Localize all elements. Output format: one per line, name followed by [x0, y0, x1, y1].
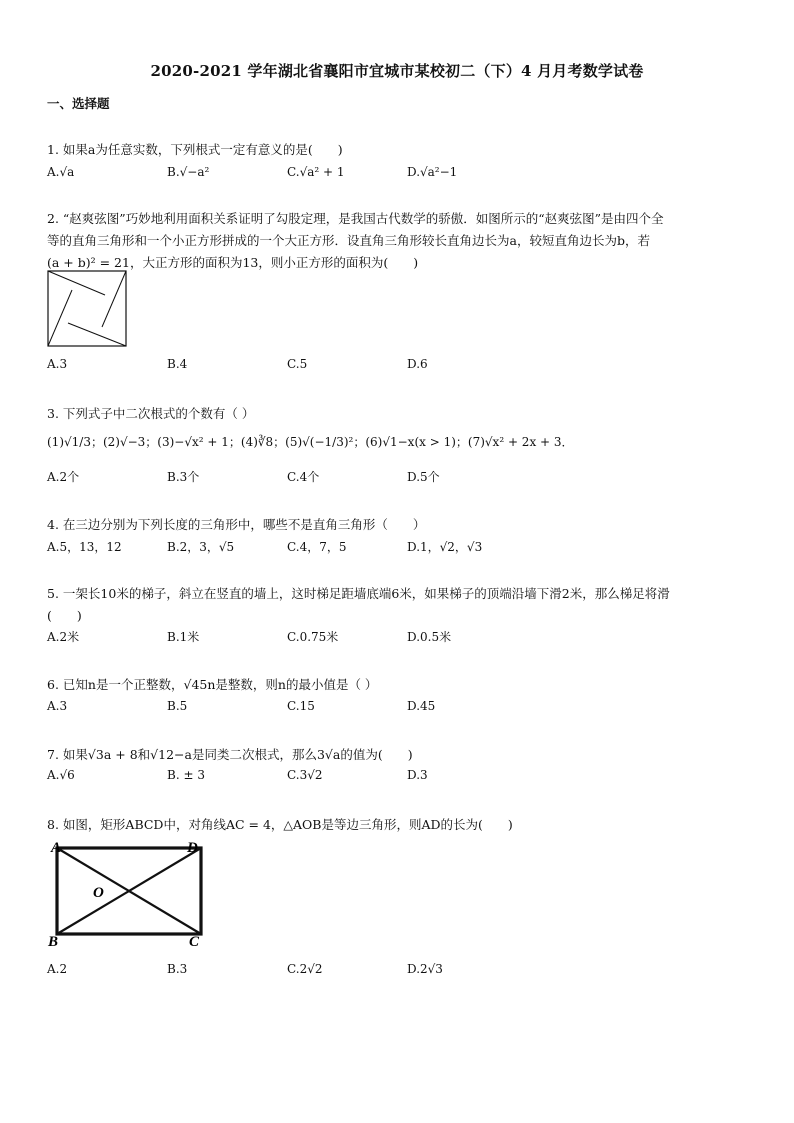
vertex-label-a: A: [51, 840, 62, 856]
question-3-expressions: (1)√1/3；(2)√−3；(3)−√x² + 1；(4)∛8；(5)√(−1/3)²；(6)√1−x(x > 1)；(7)√x² + 2x + 3．: [47, 435, 574, 449]
q8-option-b: B.3: [167, 962, 188, 976]
q3-option-b: B.3个: [167, 470, 200, 484]
q3-option-c: C.4个: [287, 470, 320, 484]
q7-option-b: B. ± 3: [167, 768, 205, 782]
q3-option-d: D.5个: [407, 470, 440, 484]
question-5-stem-line-1: 5. 一架长10米的梯子，斜立在竖直的墙上，这时梯足距墙底端6米，如果梯子的顶端沿墙下滑2米，那么梯足将滑: [47, 586, 670, 601]
question-3-stem-line-1: 3. 下列式子中二次根式的个数有（ ）: [47, 406, 255, 421]
q4-option-d: D.1，√2，√3: [407, 540, 483, 554]
q6-option-c: C.15: [287, 699, 315, 713]
page-title: 2020-2021 学年湖北省襄阳市宜城市某校初二（下）4 月月考数学试卷: [150, 62, 644, 80]
q7-option-d: D.3: [407, 768, 428, 782]
q4-option-b: B.2，3，√5: [167, 540, 235, 554]
q2-option-a: A.3: [47, 357, 68, 371]
question-4-stem: 4. 在三边分别为下列长度的三角形中，哪些不是直角三角形（ ）: [47, 517, 426, 532]
q4-option-c: C.4，7，5: [287, 540, 347, 554]
question-2-stem-line-3: (a + b)² = 21，大正方形的面积为13，则小正方形的面积为( ): [47, 255, 419, 270]
q2-option-d: D.6: [407, 357, 428, 371]
vertex-label-d: D: [187, 840, 198, 856]
q7-option-a: A.√6: [47, 768, 75, 782]
q5-option-d: D.0.5米: [407, 630, 452, 644]
section-heading: 一、选择题: [47, 96, 110, 111]
question-5-stem-line-2: ( ): [47, 608, 82, 623]
q1-option-c: C.√a² + 1: [287, 165, 345, 179]
question-2-stem-line-2: 等的直角三角形和一个小正方形拼成的一个大正方形．设直角三角形较长直角边长为a，较短直角边长为b，若: [47, 233, 650, 248]
question-7-stem: 7. 如果√3a + 8和√12−a是同类二次根式，那么3√a的值为( ): [47, 747, 413, 762]
vertex-label-b: B: [48, 934, 59, 950]
q8-option-d: D.2√3: [407, 962, 443, 976]
q6-option-b: B.5: [167, 699, 188, 713]
q5-option-b: B.1米: [167, 630, 200, 644]
q5-option-c: C.0.75米: [287, 630, 339, 644]
q5-option-a: A.2米: [47, 630, 80, 644]
question-6-stem: 6. 已知n是一个正整数，√45n是整数，则n的最小值是（ ）: [47, 677, 378, 692]
rectangle-abcd-diagram: [45, 835, 215, 950]
question-1-stem: 1. 如果a为任意实数，下列根式一定有意义的是( ): [47, 142, 343, 157]
vertex-label-c: C: [189, 934, 200, 950]
question-2-stem-line-1: 2. “赵爽弦图”巧妙地利用面积关系证明了勾股定理，是我国古代数学的骄傲．如图所示的“赵爽弦图”是由四个全: [47, 211, 664, 226]
q1-option-d: D.√a²−1: [407, 165, 458, 179]
q1-option-a: A.√a: [47, 165, 75, 179]
center-label-o: O: [93, 885, 104, 901]
q8-option-a: A.2: [47, 962, 68, 976]
q2-option-c: C.5: [287, 357, 308, 371]
zhao-shuang-diagram: [47, 270, 127, 347]
q2-option-b: B.4: [167, 357, 188, 371]
q3-option-a: A.2个: [47, 470, 80, 484]
q7-option-c: C.3√2: [287, 768, 323, 782]
q6-option-a: A.3: [47, 699, 68, 713]
q4-option-a: A.5，13，12: [47, 540, 122, 554]
question-8-stem: 8. 如图，矩形ABCD中，对角线AC = 4，△AOB是等边三角形，则AD的长为( ): [47, 817, 513, 832]
q6-option-d: D.45: [407, 699, 436, 713]
q1-option-b: B.√−a²: [167, 165, 210, 179]
q8-option-c: C.2√2: [287, 962, 323, 976]
